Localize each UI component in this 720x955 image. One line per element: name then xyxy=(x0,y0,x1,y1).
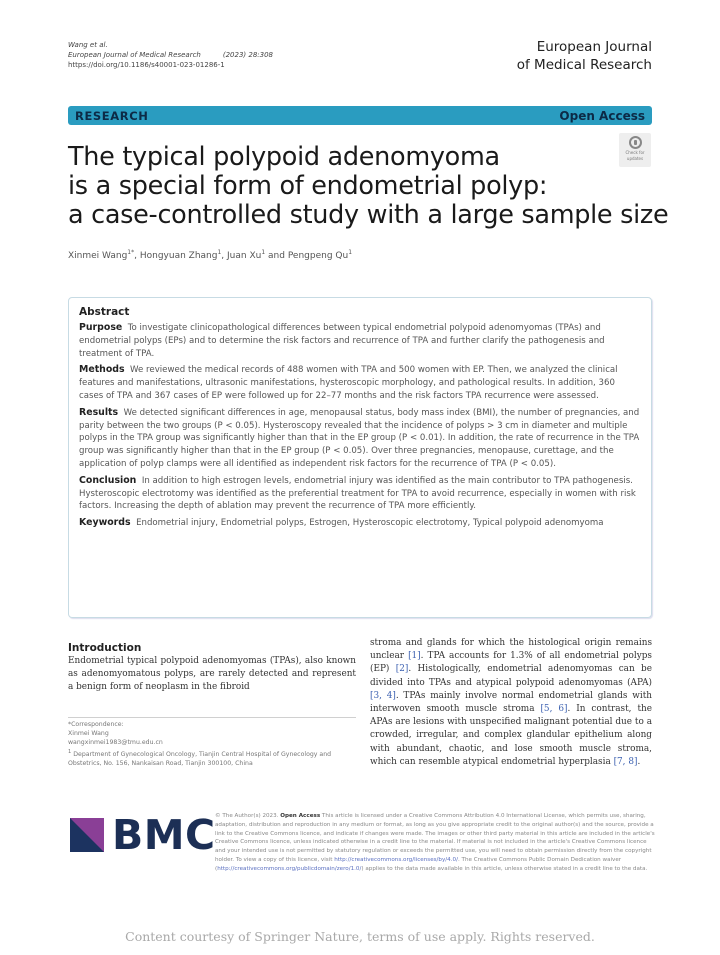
correspondence-label: *Correspondence: xyxy=(68,721,124,728)
keywords-label: Keywords xyxy=(79,517,131,529)
conclusion-text: In addition to high estrogen levels, endometrial injury was identified as the main contributor to TPA pathogenesis. Hysteroscopic electrotomy was identified as the preferential treatment for TPA to avoid recurrence, especially in women with risk factors. Increasing the depth of ablation may prevent the recurrence of TPA more efficiently. xyxy=(79,475,636,512)
author-list xyxy=(68,249,352,261)
purpose-text: To investigate clinicopathological differences between typical endometrial polypoid adenomyomas (TPAs) and endometrial polyps (EPs) and to determine the risk factors and recurrence of TPA and further clarify the pathogenesis and treatment of TPA. xyxy=(79,323,605,359)
abstract-purpose xyxy=(79,322,641,360)
volume-pages: (2023) 28:308 xyxy=(222,51,274,59)
abstract-keywords xyxy=(79,517,641,530)
journal-name-line2: of Medical Research xyxy=(516,57,652,73)
body-text: . xyxy=(637,756,641,767)
title-line-3: a case-controlled study with a large sample size xyxy=(68,200,669,230)
author-affil-sup: 1 xyxy=(348,249,353,256)
author-name[interactable]: Juan Xu xyxy=(227,251,262,261)
journal-citation xyxy=(68,50,273,60)
citation-header xyxy=(68,40,273,70)
separator: and xyxy=(265,251,288,261)
keywords-text: Endometrial injury, Endometrial polyps, Estrogen, Hysteroscopic electrotomy, Typical polypoid adenomyoma xyxy=(136,518,604,529)
title-line-1: The typical polypoid adenomyoma xyxy=(68,142,500,172)
abstract-heading: Abstract xyxy=(79,306,130,318)
introduction-heading: Introduction xyxy=(68,642,142,654)
separator: , xyxy=(134,251,140,261)
bmc-logo xyxy=(70,811,216,859)
license-open-access: Open Access xyxy=(280,813,321,819)
cc-by-link[interactable]: http://creativecommons.org/licenses/by/4.0/ xyxy=(334,856,458,863)
results-text: We detected significant differences in age, menopausal status, body mass index (BMI), the number of pregnancies, and parity between the two groups (P < 0.05). Hysteroscopy revealed that the incidence of polyps > 3 cm in diameter and multiple polyps in the TPA group was significantly higher than that in the EP group (P < 0.01). In addition, the rate of recurrence in the TPA group was significantly higher than that in the EP group (P < 0.05). Over three pregnancies, menopause, curettage, and the application of polyp clamps were all identified as independent risk factors for the recurrence of TPA (P < 0.05). xyxy=(79,407,640,469)
cc-zero-link[interactable]: http://creativecommons.org/publicdomain/zero/1.0/ xyxy=(217,865,362,872)
correspondence-email[interactable]: wangxinmei1983@tmu.edu.cn xyxy=(68,739,163,747)
introduction-left-column: Endometrial typical polypoid adenomyomas (TPAs), also known as adenomyomatous polyps, are rarely detected and represent a benign form of neoplasm in the fibroid xyxy=(68,656,356,693)
methods-text: We reviewed the medical records of 488 women with TPA and 500 women with EP. Then, we analyzed the clinical features and manifestations, ultrasonic manifestations, hysteroscopic morphology, and pathological results. In addition, 360 cases of TPA and 367 cases of EP were followed up for 22–77 months and the risk factors TPA recurrence were assessed. xyxy=(79,365,618,401)
author-name[interactable]: Hongyuan Zhang xyxy=(139,251,218,261)
author-affil-sup: 1* xyxy=(127,249,135,256)
journal-title-italic: European Journal of Medical Research xyxy=(68,51,201,59)
separator: , xyxy=(221,251,228,261)
journal-name xyxy=(517,38,652,74)
reference-link[interactable]: [3, 4] xyxy=(370,690,396,701)
conclusion-label: Conclusion xyxy=(79,474,137,486)
open-access-label: Open Access xyxy=(559,108,645,123)
body-text: . In contrast, the APAs are lesions with unspecified malignant potential due to a crowded, irregular, and complex glandular epithelium along with abundant, chaotic, and lose smooth muscle stroma, which can resemble atypical endometrial hyperplasia xyxy=(370,704,652,767)
doi-link[interactable]: https://doi.org/10.1186/s40001-023-01286-1 xyxy=(68,61,225,69)
body-text: . TPA accounts for 1.3% of all endometrial polyps (EP) xyxy=(370,651,652,675)
check-updates-line1: Check for xyxy=(625,150,645,155)
reference-link[interactable]: [5, 6] xyxy=(540,704,568,715)
license-mid: . The Creative Commons Public Domain Dedication waiver ( xyxy=(215,856,622,872)
running-authors: Wang et al. xyxy=(68,41,108,49)
bmc-wordmark: BMC xyxy=(112,811,216,859)
body-text: . Histologically, endometrial adenomyomas can be divided into TPAs and atypical polypoid adenomyomas (APA) xyxy=(370,664,652,688)
journal-name-line1: European Journal xyxy=(536,39,652,55)
footnotes xyxy=(68,720,358,768)
license-copyright: © The Author(s) 2023. xyxy=(215,813,281,819)
license-text xyxy=(215,812,655,874)
article-type-banner xyxy=(68,106,652,125)
bmc-logo-square-icon xyxy=(70,818,104,852)
reference-link[interactable]: [1] xyxy=(408,651,421,662)
abstract-results xyxy=(79,407,641,471)
correspondence-name: Xinmei Wang xyxy=(68,730,109,738)
results-label: Results xyxy=(79,406,119,418)
body-text: . TPAs mainly involve normal endometrial glands with interwoven smooth muscle stroma xyxy=(370,690,652,715)
introduction-right-column xyxy=(370,637,652,769)
methods-label: Methods xyxy=(79,364,125,376)
license-body: This article is licensed under a Creative Commons Attribution 4.0 International License, which permits use, sharing, adaptation, distribution and reproduction in any medium or format, as long as you give appropriate credit to the original author(s) and the source, provide a link to the Creative Commons licence, and indicate if changes were made. The images or other third party material in this article are included in the article's Creative Commons licence, unless indicated otherwise in a credit line to the material. If material is not included in the article's Creative Commons licence and your intended use is not permitted by statutory regulation or exceeds the permitted use, you will need to obtain permission directly from the copyright holder. To view a copy of this licence, visit xyxy=(215,813,655,863)
affil-sup: 1 xyxy=(68,748,72,755)
courtesy-footer: Content courtesy of Springer Nature, terms of use apply. Rights reserved. xyxy=(125,929,595,944)
reference-link[interactable]: [2] xyxy=(395,664,409,675)
reference-link[interactable]: [7, 8] xyxy=(613,756,638,767)
article-title xyxy=(68,143,668,230)
check-updates-line2: updates xyxy=(626,156,644,161)
abstract-box xyxy=(68,297,652,618)
affiliation xyxy=(68,748,358,768)
affiliation-text: Department of Gynecological Oncology, Tianjin Central Hospital of Gynecology and Obstetrics, No. 156, Nankaisan Road, Tianjin 300100, China xyxy=(68,750,332,767)
author-affil-sup: 1 xyxy=(217,249,222,256)
purpose-label: Purpose xyxy=(79,322,123,333)
article-type-label: RESEARCH xyxy=(75,108,149,123)
license-end: ) applies to the data made available in this article, unless otherwise stated in a credit line to the data. xyxy=(361,865,648,872)
title-line-2: is a special form of endometrial polyp: xyxy=(68,171,548,201)
abstract-conclusion xyxy=(79,475,641,513)
author-name[interactable]: Xinmei Wang xyxy=(68,251,128,261)
author-affil-sup: 1 xyxy=(261,249,266,256)
abstract-methods xyxy=(79,364,641,402)
body-text: stroma and glands for which the histological origin remains unclear xyxy=(370,638,652,662)
author-name[interactable]: Pengpeng Qu xyxy=(287,251,349,261)
footnote-divider xyxy=(68,717,356,718)
